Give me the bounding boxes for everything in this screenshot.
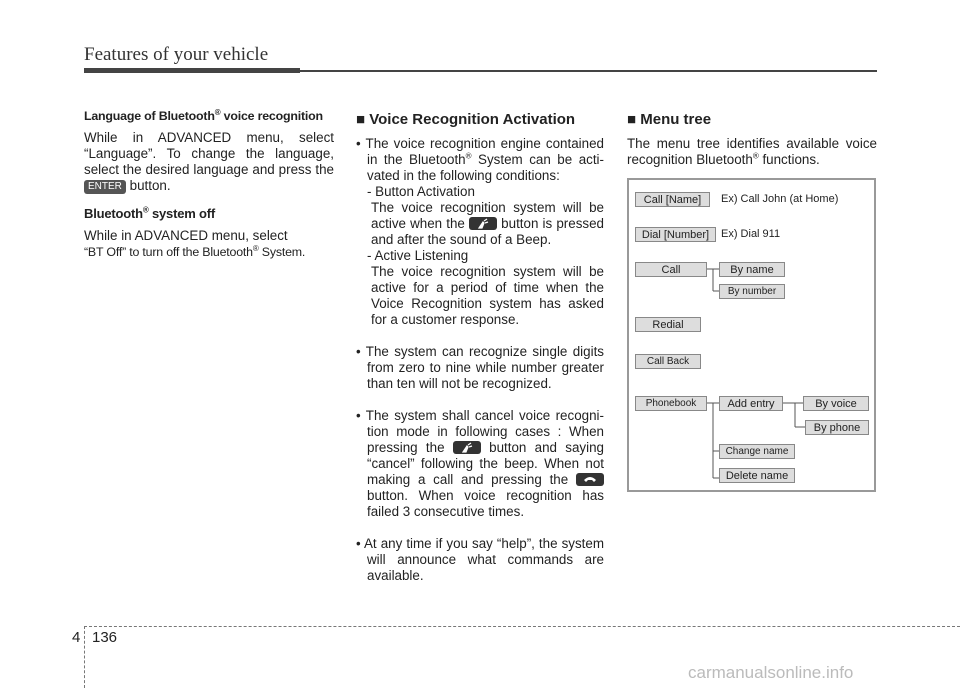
node-phonebook: Phonebook [635,396,707,411]
system-off-text-2b: System. [258,245,306,259]
node-delete-name: Delete name [719,468,795,483]
system-off-text-1: While in ADVANCED menu, select [84,228,288,243]
node-add-entry: Add entry [719,396,783,411]
column-menu-tree [627,108,877,168]
button-activation-text [356,200,604,248]
node-change-name: Change name [719,444,795,459]
menu-tree-intro [627,136,877,168]
example-dial-number: Ex) Dial 911 [721,228,781,240]
bullet-single-digits: • The system can recognize single digits from zero to nine while number greater than ten will not be recognized. [356,344,604,391]
bullet-conditions-text-end: System can be activated in the following conditions: [367,152,604,183]
language-text: While in ADVANCED menu, select “Language”. To change the language, select the desired language and press the [84,130,334,177]
column-voice-activation [356,108,604,584]
bullet-conditions-text: • The voice recognition engine contained in the Bluetooth [356,136,604,167]
language-paragraph [84,130,334,194]
button-activation-label: - Button Activation [367,184,475,199]
footer-rule [84,626,960,627]
column-language [84,108,334,260]
example-call-name: Ex) Call John (at Home) [721,193,839,205]
node-by-phone: By phone [805,420,869,435]
node-redial: Redial [635,317,701,332]
bullet-cancel-text-c: button. When voice recognition has failed 3 consecutive times. [367,488,604,519]
end-call-button-icon [576,473,604,486]
voice-activation-heading: ■ Voice Recognition Activation [356,111,576,128]
enter-button-icon: ENTER [84,180,126,194]
bullet-cancel [356,408,604,520]
registered-mark: ® [465,151,472,161]
menu-tree-heading: ■ Menu tree [627,111,712,128]
node-by-voice: By voice [803,396,869,411]
node-by-number: By number [719,284,785,299]
section-number: 4 [72,629,81,646]
voice-talk-button-icon [469,217,497,230]
system-off-paragraph [84,228,334,260]
registered-mark: ® [252,243,259,253]
registered-mark: ® [142,205,149,215]
system-off-text-2 [84,244,334,260]
bullet-help: • At any time if you say “help”, the system will announce what commands are available. [356,536,604,583]
header-rule [300,70,877,72]
language-heading-text: Language of Bluetooth [84,109,215,123]
button-activation-text-b: button is pressed and after the sound of a Beep. [371,216,604,247]
header-bar [84,68,300,73]
registered-mark: ® [214,107,221,117]
menu-tree-diagram [627,178,876,492]
registered-mark: ® [752,151,759,161]
active-listening-label: - Active Listening [367,248,469,263]
bullet-cancel-text-b: button and saying “cancel” following the beep. When not making a call and pressing the [367,440,604,487]
watermark: carmanualsonline.info [688,663,854,682]
system-off-text-2a: “BT Off” to turn off the Bluetooth [84,245,253,259]
button-activation-text-a: The voice recognition system will be active when the [371,200,604,231]
node-dial-number: Dial [Number] [635,227,716,242]
menu-tree-intro-end: functions. [758,152,820,167]
node-call-back: Call Back [635,354,701,369]
page-number: 136 [92,629,118,646]
system-off-heading-text: Bluetooth [84,206,143,221]
node-call-name: Call [Name] [635,192,710,207]
menu-tree-intro-text: The menu tree identifies available voice recognition Bluetooth [627,136,877,167]
bullet-conditions [356,136,604,184]
system-off-heading-rest: system off [148,206,215,221]
language-text-end: button. [129,178,171,193]
language-heading [84,108,334,124]
active-listening-text: The voice recognition system will be active for a period of time when the Voice Recognition system has asked for a customer response. [371,264,604,327]
node-call: Call [635,262,707,277]
node-by-name: By name [719,262,785,277]
voice-talk-button-icon [453,441,481,454]
page-header-title: Features of your vehicle [84,44,269,65]
system-off-heading [84,206,334,222]
bullet-cancel-text-a: • The system shall cancel voice recognition mode in following cases : When pressing the [356,408,604,455]
footer-divider [84,626,86,688]
language-heading-rest: voice recognition [220,109,323,123]
